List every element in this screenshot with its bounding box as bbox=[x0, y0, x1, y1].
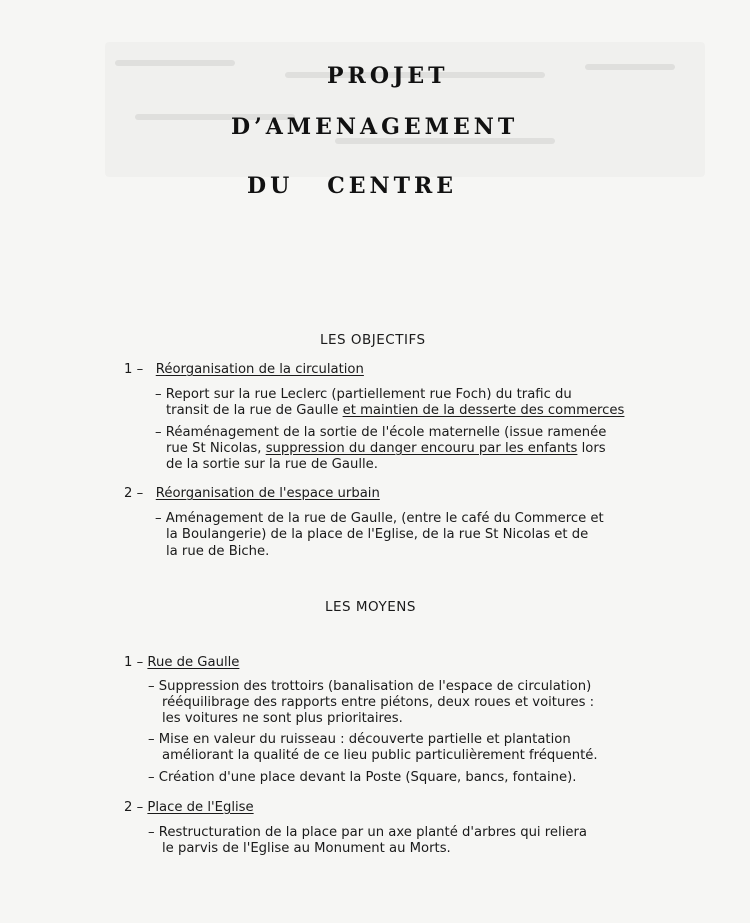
item-label: Réorganisation de l'espace urbain bbox=[155, 486, 380, 501]
item-label: Réorganisation de la circulation bbox=[155, 362, 364, 377]
title-line-3 bbox=[247, 173, 457, 199]
item-label: Place de l'Eglise bbox=[147, 800, 254, 815]
paragraph-line: les voitures ne sont plus prioritaires. bbox=[162, 711, 403, 726]
objectif-1-heading bbox=[124, 361, 364, 378]
paragraph-line: – Aménagement de la rue de Gaulle, (entre le café du Commerce et bbox=[155, 511, 604, 526]
text-span: transit de la rue de Gaulle bbox=[166, 403, 339, 418]
paragraph-line: la Boulangerie) de la place de l'Eglise, de la rue St Nicolas et de bbox=[166, 527, 589, 542]
title-word-du: DU bbox=[247, 173, 294, 199]
paragraph-line bbox=[166, 402, 624, 419]
paragraph-line: rééquilibrage des rapports entre piétons, deux roues et voitures : bbox=[162, 695, 595, 710]
moyen-1-heading bbox=[124, 654, 239, 671]
paragraph-line: – Réaménagement de la sortie de l'école maternelle (issue ramenée bbox=[155, 425, 607, 440]
paragraph-line: – Mise en valeur du ruisseau : découverte partielle et plantation bbox=[148, 732, 571, 747]
underlined-text: suppression du danger encouru par les enfants bbox=[265, 441, 578, 456]
text-span: lors bbox=[581, 441, 606, 456]
title-line-1: PROJET bbox=[327, 63, 449, 89]
item-number: 1 – bbox=[124, 362, 144, 377]
paragraph-line: – Report sur la rue Leclerc (partiellement rue Foch) du trafic du bbox=[155, 387, 572, 402]
paragraph-line: le parvis de l'Eglise au Monument au Morts. bbox=[162, 841, 451, 856]
item-number: 1 – bbox=[124, 655, 144, 670]
paragraph-line bbox=[166, 440, 606, 457]
item-number: 2 – bbox=[124, 486, 144, 501]
paragraph-line: – Suppression des trottoirs (banalisation de l'espace de circulation) bbox=[148, 679, 592, 694]
paragraph-line: la rue de Biche. bbox=[166, 544, 270, 559]
paragraph-line: – Création d'une place devant la Poste (Square, bancs, fontaine). bbox=[148, 770, 577, 785]
paragraph-line: de la sortie sur la rue de Gaulle. bbox=[166, 457, 378, 472]
objectif-2-heading bbox=[124, 485, 380, 502]
moyen-2-heading bbox=[124, 799, 254, 816]
item-number: 2 – bbox=[124, 800, 144, 815]
text-span: rue St Nicolas, bbox=[166, 441, 262, 456]
section-heading-moyens: LES MOYENS bbox=[325, 599, 416, 615]
section-heading-objectifs: LES OBJECTIFS bbox=[320, 332, 426, 348]
paragraph-line: – Restructuration de la place par un axe planté d'arbres qui reliera bbox=[148, 825, 587, 840]
title-word-centre: CENTRE bbox=[327, 173, 458, 199]
underlined-text: et maintien de la desserte des commerces bbox=[342, 403, 625, 418]
item-label: Rue de Gaulle bbox=[147, 655, 240, 670]
paragraph-line: améliorant la qualité de ce lieu public particulièrement fréquenté. bbox=[162, 748, 598, 763]
title-line-2: D’AMENAGEMENT bbox=[231, 114, 519, 140]
